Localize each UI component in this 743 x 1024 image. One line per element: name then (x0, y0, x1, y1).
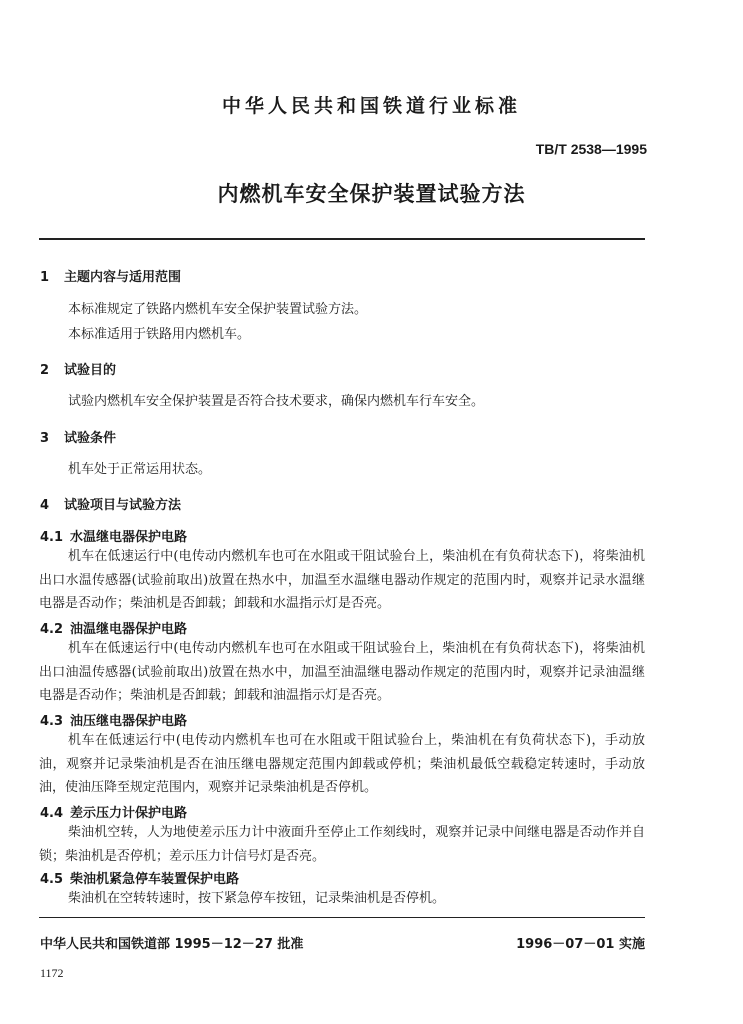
subsection-4-4-heading (40, 802, 187, 821)
paragraph: 机车在低速运行中(电传动内燃机车也可在水阻或干阻试验台上，柴油机在有负荷状态下)，将柴油机出口油温传感器(试验前取出)放置在热水中，加温至油温继电器动作规定的范围内时，观察并记录油温继电器是否动作；柴油机是否卸载；卸载和油温指示灯是否亮。 (39, 641, 645, 703)
subsection-number: 4.5 (40, 872, 64, 887)
subsection-title: 差示压力计保护电路 (70, 806, 188, 821)
subsection-4-3-heading (40, 710, 187, 729)
subsection-number: 4.2 (40, 622, 64, 637)
section-title: 主题内容与适用范围 (64, 270, 182, 285)
section-number: 2 (40, 363, 50, 378)
section-1-heading (40, 266, 181, 285)
subsection-4-2-heading (40, 618, 187, 637)
subsection-title: 柴油机紧急停车装置保护电路 (70, 872, 240, 887)
paragraph: 柴油机在空转转速时，按下紧急停车按钮，记录柴油机是否停机。 (68, 891, 446, 906)
subsection-4-1-text (39, 545, 645, 616)
section-4-heading (40, 494, 181, 513)
section-3-heading (40, 427, 116, 446)
subsection-number: 4.3 (40, 714, 64, 729)
paragraph: 柴油机空转，人为地使差示压力计中液面升至停止工作刻线时，观察并记录中间继电器是否动作并自锁；柴油机是否停机；差示压力计信号灯是否亮。 (39, 825, 645, 864)
implementation-date: 1996－07－01 实施 (516, 937, 645, 952)
subsection-title: 水温继电器保护电路 (70, 530, 188, 545)
section-title: 试验目的 (64, 363, 117, 378)
section-number: 4 (40, 498, 50, 513)
section-2-line-1: 试验内燃机车安全保护装置是否符合技术要求，确保内燃机车行车安全。 (68, 394, 485, 409)
page-number: 1172 (40, 966, 64, 980)
paragraph: 机车在低速运行中(电传动内燃机车也可在水阻或干阻试验台上，柴油机在有负荷状态下)，手动放油，观察并记录柴油机是否在油压继电器规定范围内卸载或停机；柴油机最低空载稳定转速时，手动放油，使油压降至规定范围内，观察并记录柴油机是否停机。 (39, 733, 645, 795)
section-title: 试验项目与试验方法 (64, 498, 182, 513)
subsection-4-4-text (39, 821, 645, 868)
subsection-title: 油压继电器保护电路 (70, 714, 188, 729)
section-1-line-2: 本标准适用于铁路用内燃机车。 (68, 327, 251, 342)
footer-divider (39, 917, 645, 918)
approval-statement: 中华人民共和国铁道部 1995－12－27 批准 (40, 937, 304, 952)
subsection-number: 4.4 (40, 806, 64, 821)
subsection-title: 油温继电器保护电路 (70, 622, 188, 637)
header-divider (39, 238, 645, 240)
subsection-4-5-text (39, 887, 645, 911)
paragraph: 机车在低速运行中(电传动内燃机车也可在水阻或干阻试验台上，柴油机在有负荷状态下)，将柴油机出口水温传感器(试验前取出)放置在热水中，加温至水温继电器动作规定的范围内时，观察并记录水温继电器是否动作；柴油机是否卸载；卸载和水温指示灯是否亮。 (39, 549, 645, 611)
standard-number: TB/T 2538—1995 (535, 141, 647, 157)
subsection-4-5-heading (40, 868, 239, 887)
subsection-4-1-heading (40, 526, 187, 545)
subsection-number: 4.1 (40, 530, 64, 545)
section-2-heading (40, 359, 116, 378)
subsection-4-2-text (39, 637, 645, 708)
section-number: 1 (40, 270, 50, 285)
subsection-4-3-text (39, 729, 645, 800)
document-title: 内燃机车安全保护装置试验方法 (217, 182, 526, 206)
section-1-line-1: 本标准规定了铁路内燃机车安全保护装置试验方法。 (68, 302, 368, 317)
standard-category: 中华人民共和国铁道行业标准 (221, 95, 521, 117)
section-3-line-1: 机车处于正常运用状态。 (68, 462, 212, 477)
section-number: 3 (40, 431, 50, 446)
section-title: 试验条件 (64, 431, 117, 446)
